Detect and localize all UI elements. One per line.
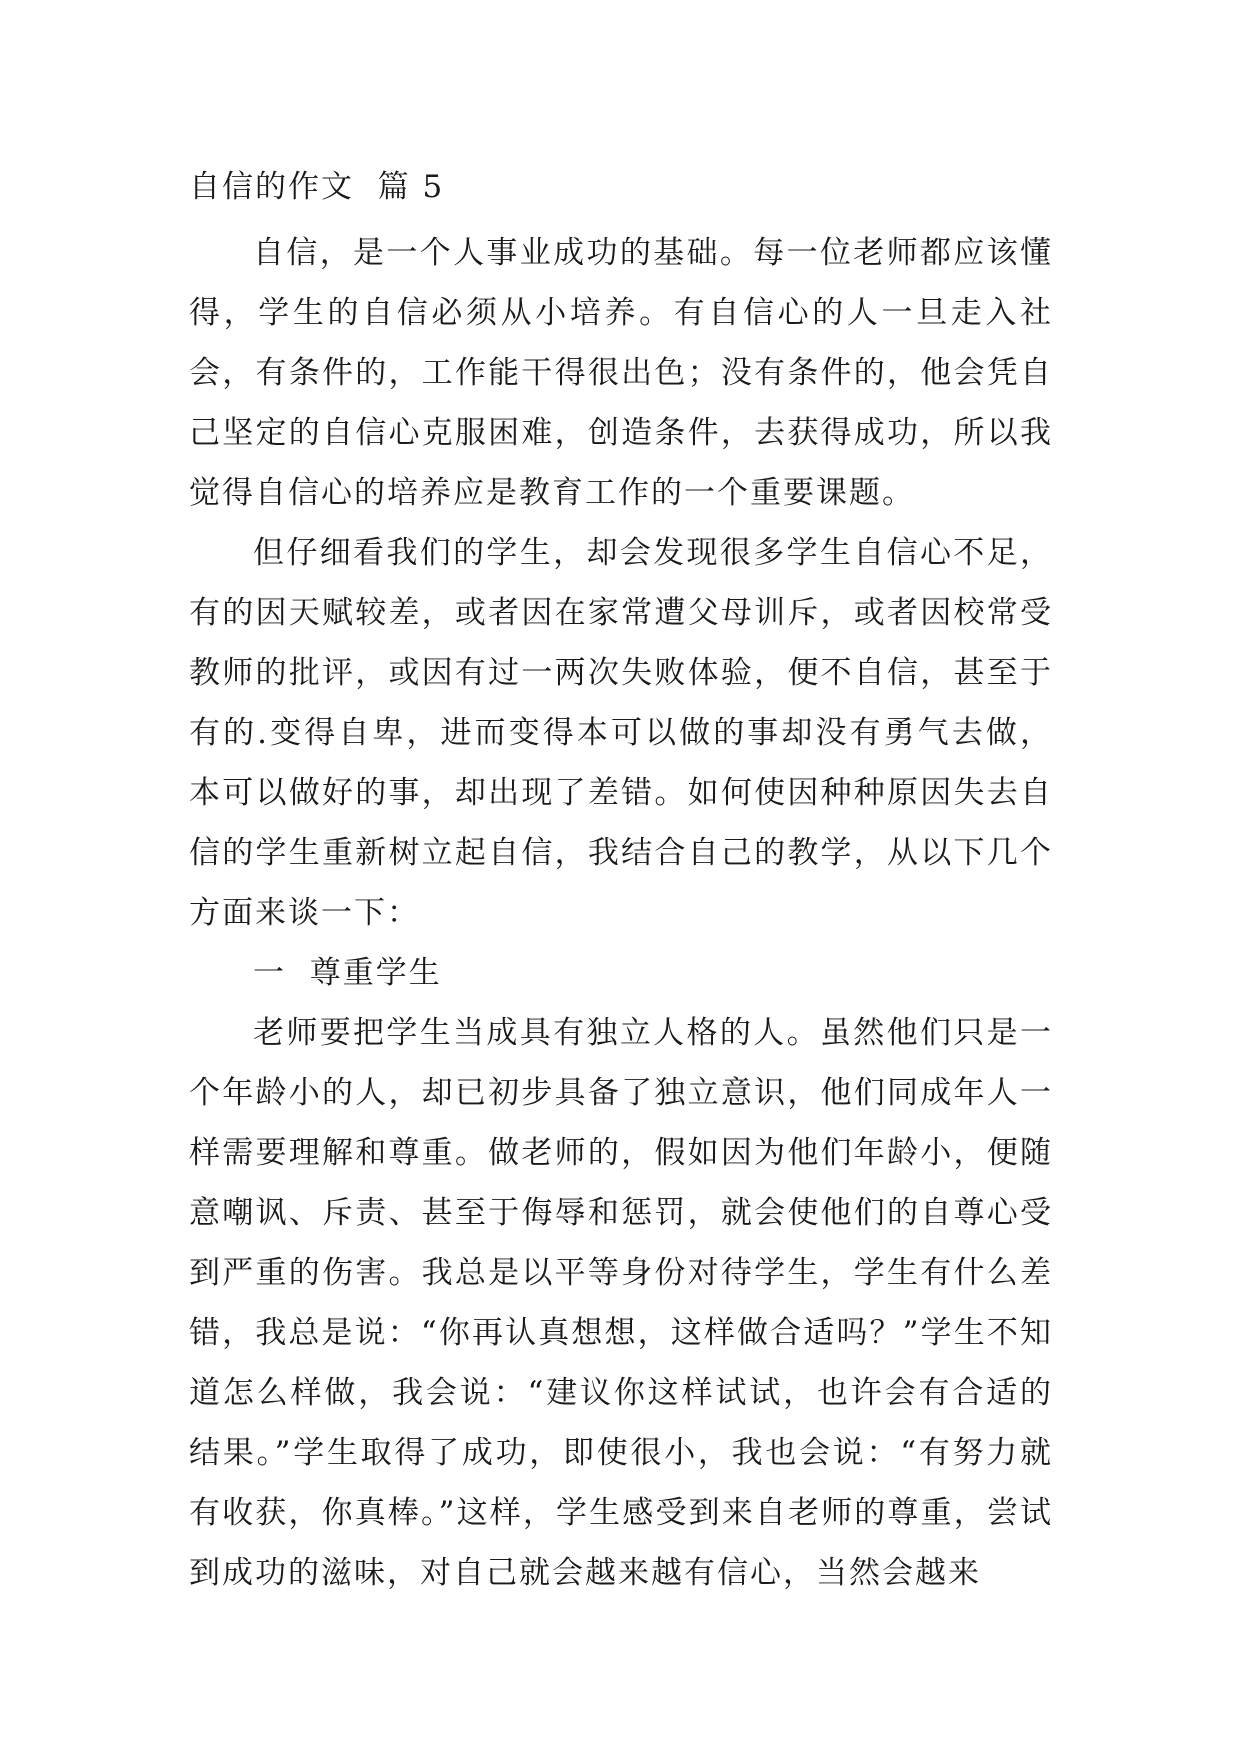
essay-body [189, 165, 1053, 1603]
section-heading: 一 尊重学生 [253, 955, 442, 991]
essay-title: 自信的作文 篇 5 [189, 169, 445, 205]
paragraph-1: 自信，是一个人事业成功的基础。每一位老师都应该懂得，学生的自信必须从小培养。有自信心的人一旦走入社会，有条件的，工作能干得很出色；没有条件的，他会凭自己坚定的自信心克服困难，创造条件，去获得成功，所以我觉得自信心的培养应是教育工作的一个重要课题。 [189, 235, 1053, 511]
section-paragraph: 老师要把学生当成具有独立人格的人。虽然他们只是一个年龄小的人，却已初步具备了独立意识，他们同成年人一样需要理解和尊重。做老师的，假如因为他们年龄小，便随意嘲讽、斥责、甚至于侮辱和惩罚，就会使他们的自尊心受到严重的伤害。我总是以平等身份对待学生，学生有什么差错，我总是说：“你再认真想想，这样做合适吗？”学生不知道怎么样做，我会说：“建议你这样试试，也许会有合适的结果。”学生取得了成功，即使很小，我也会说：“有努力就有收获，你真棒。”这样，学生感受到来自老师的尊重，尝试到成功的滋味，对自己就会越来越有信心，当然会越来 [189, 1015, 1053, 1591]
paragraph-2: 但仔细看我们的学生，却会发现很多学生自信心不足，有的因天赋较差，或者因在家常遭父母训斥，或者因校常受教师的批评，或因有过一两次失败体验，便不自信，甚至于有的.变得自卑，进而变得本可以做的事却没有勇气去做，本可以做好的事，却出现了差错。如何使因种种原因失去自信的学生重新树立起自信，我结合自己的教学，从以下几个方面来谈一下： [189, 535, 1053, 931]
